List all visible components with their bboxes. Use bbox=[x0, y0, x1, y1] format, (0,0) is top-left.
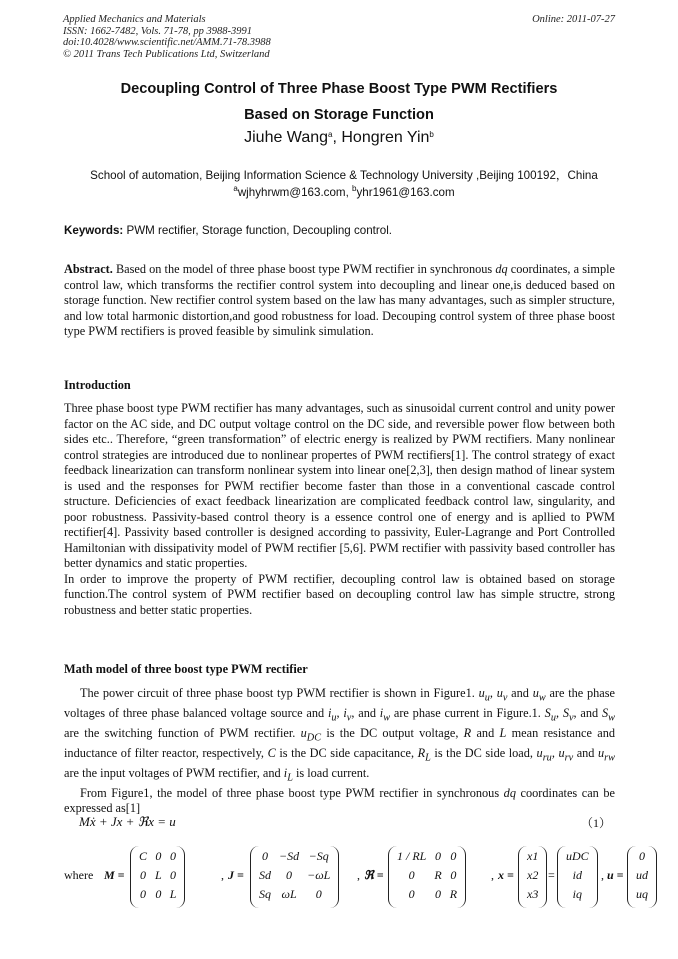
matrix-row bbox=[562, 847, 593, 866]
matrix-cell: Sd bbox=[259, 868, 271, 882]
author-list bbox=[40, 129, 638, 147]
matrix-cell: −Sq bbox=[308, 849, 329, 863]
math-text: is the DC side load, bbox=[430, 745, 537, 760]
math-symbol: $R_L$ bbox=[417, 745, 431, 764]
math-symbol: L bbox=[499, 725, 507, 740]
where-label: where bbox=[64, 868, 94, 882]
math-symbol: C bbox=[267, 745, 276, 760]
introduction-body bbox=[64, 401, 615, 618]
emails bbox=[64, 186, 624, 199]
matrix-row bbox=[562, 885, 593, 904]
matrix-row bbox=[523, 866, 542, 885]
math-text: is load current. bbox=[292, 765, 370, 780]
matrix-cell: −ωL bbox=[307, 868, 331, 882]
math-symbol: $S_w$ bbox=[601, 705, 615, 724]
email-b: yhr1961@163.com bbox=[356, 186, 455, 199]
journal-name: Applied Mechanics and Materials bbox=[63, 14, 206, 25]
matrix-cell: 0 bbox=[170, 868, 177, 882]
matrix-row bbox=[255, 866, 334, 885]
abstract-dq: dq bbox=[495, 262, 508, 276]
issn: ISSN: 1662-7482, Vols. 71-78, pp 3988-3991 bbox=[63, 25, 252, 37]
matrix-cell: R bbox=[449, 887, 458, 901]
matrix-row bbox=[135, 847, 180, 866]
math-text: are phase current in Figure.1. bbox=[390, 705, 545, 720]
math-symbol: R bbox=[463, 725, 472, 740]
math-symbol: $u_{ru}$, $u_{rv}$ bbox=[536, 745, 574, 764]
comma: , bbox=[221, 868, 224, 882]
matrix-cell: id bbox=[572, 868, 582, 882]
comma: , bbox=[601, 868, 604, 882]
introduction-para2: In order to improve the property of PWM rectifier, decoupling control law is obtained based on storage function.The control system of PWM rectifier based on decoupling control law has simple structre, strong robustness and better static properties. bbox=[64, 571, 615, 617]
math-text: are the phase voltages of three phase balanced voltage source and bbox=[64, 686, 616, 720]
matrix-cell: C bbox=[139, 849, 148, 863]
math-symbol: $u_{DC}$ bbox=[300, 725, 322, 744]
matrix-cell: x1 bbox=[527, 849, 539, 863]
matrix-cell: R bbox=[434, 868, 442, 882]
equation-number: （1） bbox=[580, 816, 611, 830]
matrix-cell: 0 bbox=[435, 849, 442, 863]
matrix-cell: 0 bbox=[155, 887, 162, 901]
math-para2 bbox=[64, 786, 615, 817]
author-separator: , bbox=[332, 129, 342, 146]
matrix-row bbox=[255, 847, 334, 866]
matrix-M-label: M = bbox=[104, 868, 125, 882]
matrix-u-label: u = bbox=[607, 868, 624, 882]
matrix-R-label: ℜ = bbox=[364, 868, 384, 882]
math-symbol: $i_w$ bbox=[379, 705, 391, 724]
matrix-cell: 0 bbox=[315, 887, 322, 901]
matrix-row bbox=[393, 847, 461, 866]
matrix-row bbox=[393, 885, 461, 904]
matrix-J-label: J = bbox=[228, 868, 244, 882]
email-a: wjhyhrwm@163.com, bbox=[237, 186, 353, 199]
matrix-cell: L bbox=[155, 868, 162, 882]
math-symbol: $u_{rw}$ bbox=[598, 745, 615, 764]
matrix-R bbox=[388, 846, 466, 908]
doi: doi:10.4028/www.scientific.net/AMM.71-78.3988 bbox=[63, 37, 271, 48]
comma: , bbox=[357, 868, 360, 882]
abstract-label: Abstract. bbox=[64, 262, 113, 276]
math-text: are the input voltages of PWM rectifier, and bbox=[64, 765, 284, 780]
matrix-row bbox=[632, 866, 652, 885]
matrix-cell: −Sd bbox=[279, 849, 300, 863]
math-model-body bbox=[64, 686, 615, 817]
matrix-cell: 0 bbox=[140, 868, 146, 882]
author-1-sup: a bbox=[328, 130, 333, 139]
matrix-row bbox=[523, 885, 542, 904]
vector-x bbox=[518, 846, 547, 908]
matrix-cell: 0 bbox=[155, 849, 162, 863]
online-date: Online: 2011-07-27 bbox=[532, 14, 615, 25]
math-symbol: $S_u$, $S_v$ bbox=[544, 705, 574, 724]
matrix-cell: 0 bbox=[408, 868, 415, 882]
matrix-cell: 0 bbox=[140, 887, 146, 901]
matrix-cell: uDC bbox=[566, 849, 589, 863]
matrix-row bbox=[255, 885, 334, 904]
matrix-cell: 0 bbox=[170, 849, 177, 863]
math-text: The power circuit of three phase boost typ PWM rectifier is shown in Figure1. bbox=[80, 686, 479, 700]
author-2-sup: b bbox=[429, 130, 434, 139]
keywords-text: PWM rectifier, Storage function, Decoupling control. bbox=[123, 224, 392, 237]
email-a-sup: a bbox=[233, 184, 238, 193]
abstract bbox=[64, 262, 615, 340]
matrix-J bbox=[250, 846, 339, 908]
introduction-heading: Introduction bbox=[64, 378, 131, 392]
matrix-cell: L bbox=[169, 887, 177, 901]
matrix-cell: 0 bbox=[435, 887, 442, 901]
author-2: Hongren Yin bbox=[341, 129, 430, 146]
math-text: are the switching function of PWM rectifier. bbox=[64, 725, 301, 740]
abstract-text-1: Based on the model of three phase boost type PWM rectifier in synchronous bbox=[112, 262, 496, 276]
matrix-cell: ωL bbox=[281, 887, 297, 901]
math-text: is the DC output voltage, bbox=[321, 725, 464, 740]
matrix-row bbox=[632, 885, 652, 904]
comma: , bbox=[491, 868, 494, 882]
matrix-cell: 0 bbox=[408, 887, 415, 901]
matrix-x-label: x = bbox=[498, 868, 514, 882]
matrix-cell: 1 / RL bbox=[397, 849, 427, 863]
matrix-cell: 0 bbox=[262, 849, 268, 863]
affiliation: School of automation, Beijing Information Science & Technology University ,Beijing 100192，China bbox=[90, 169, 598, 182]
matrix-row bbox=[632, 847, 652, 866]
matrix-cell: 0 bbox=[639, 849, 645, 863]
equation-1: Mẋ + Jx + ℜx = u bbox=[79, 814, 176, 829]
vector-x-values bbox=[557, 846, 598, 908]
keywords-label: Keywords: bbox=[64, 224, 124, 237]
matrix-cell: iq bbox=[572, 887, 582, 901]
math-text: coordinates can be expressed as[1] bbox=[64, 785, 615, 816]
paper-title-line2: Based on Storage Function bbox=[244, 107, 434, 123]
paper-title-line1: Decoupling Control of Three Phase Boost Type PWM Rectifiers bbox=[120, 81, 558, 97]
math-symbol: dq bbox=[503, 785, 516, 800]
math-symbol: $i_u$, $i_v$ bbox=[327, 705, 352, 724]
math-text: From Figure1, the model of three phase boost type PWM rectifier in synchronous bbox=[80, 785, 504, 800]
matrix-row bbox=[523, 847, 542, 866]
matrix-cell: x3 bbox=[527, 887, 539, 901]
math-symbol: $i_L$ bbox=[283, 765, 293, 784]
matrix-cell: 0 bbox=[450, 849, 457, 863]
introduction-para1: Three phase boost type PWM rectifier has many advantages, such as sinusoidal current control and unity power factor on the AC side, and DC output voltage control on the DC side, and reversible power flow between both sides etc.. Therefore, “green transformation” of electric energy is realized by PWM rectifiers. Many nonlinear control strategies are introduced due to nonlinear propertes of PWM rectifiers[1]. The control strategy of exact feedback linearization can transform nonlinear system into linear one[2,3], then design mathod of linear system is used and the responses for PWM rectifier become faster than those in a conventional cascade control structure. Deficiencies of exact feedback linearization are complicated feedback control law, singularity, and poor robustness. Passivity-based control theory is a essence control one of energy and is apllied to PWM rectifier[4]. Passivity based controller is designed according to passivity, Euler-Lagrange and Port Controlled Hamiltonian with dissipativity model of PWM rectifier [5,6]. PWM rectifier with passivity based controller has better dynamics and static properties. bbox=[64, 401, 615, 570]
abstract-text-2: coordinates, a simple control law, which transforms the rectifier control system into decoupling and linear one,is deduced based on storage function. New rectifier control system based on the law has many advantages, such as simpler structure, and low total harmonic distortion,and good robustness for load. Decouping control system of three phase boost type PWM rectifiers is proved feasible by simulink simulation. bbox=[64, 262, 615, 338]
vector-u bbox=[627, 846, 657, 908]
math-symbol: $u_w$ bbox=[532, 686, 546, 704]
matrix-row bbox=[135, 885, 180, 904]
matrix-cell: Sq bbox=[259, 887, 271, 901]
matrix-cell: x2 bbox=[527, 868, 539, 882]
vector-u-wrap bbox=[627, 846, 667, 908]
matrix-cell: 0 bbox=[286, 868, 293, 882]
matrix-row bbox=[135, 866, 180, 885]
math-text: mean resistance and inductance of filter reactor, respectively, bbox=[64, 725, 615, 760]
matrix-row bbox=[393, 866, 461, 885]
math-text: is the DC side capacitance, bbox=[275, 745, 418, 760]
email-b-sup: b bbox=[352, 184, 357, 193]
matrix-row bbox=[562, 866, 593, 885]
equals: = bbox=[548, 868, 555, 882]
math-para1: The power circuit of three phase boost typ PWM rectifier is shown in Figure1. $u_u$, $u_v$ and $u_w$ are the phase voltages of three phase balanced voltage source and $i_u$, $i_v$, and $i_w$ are phase current in Figure.1. $S_u$, $S_v$, and $S_w$ are the switching function of PWM rectifier. $u_{DC}$ is the DC output voltage, R and L mean resistance and inductance of filter reactor, respectively, C is the DC side capacitance, $R_L$ is the DC side load, $u_{ru}$, $u_{rv}$ and $u_{rw}$ are the input voltages of PWM rectifier, and $i_L$ is load current. bbox=[64, 686, 616, 784]
matrix-cell: uq bbox=[636, 887, 648, 901]
keywords bbox=[64, 224, 616, 237]
matrix-M bbox=[130, 846, 185, 908]
copyright: © 2011 Trans Tech Publications Ltd, Switzerland bbox=[63, 48, 270, 60]
author-1: Jiuhe Wang bbox=[244, 129, 329, 146]
matrix-cell: 0 bbox=[450, 868, 457, 882]
journal-header bbox=[63, 14, 271, 60]
math-symbol: $u_u$, $u_v$ bbox=[478, 686, 508, 704]
matrix-cell: ud bbox=[636, 868, 648, 882]
math-model-heading: Math model of three boost type PWM rectifier bbox=[64, 662, 308, 676]
matrix-definitions bbox=[64, 846, 624, 908]
